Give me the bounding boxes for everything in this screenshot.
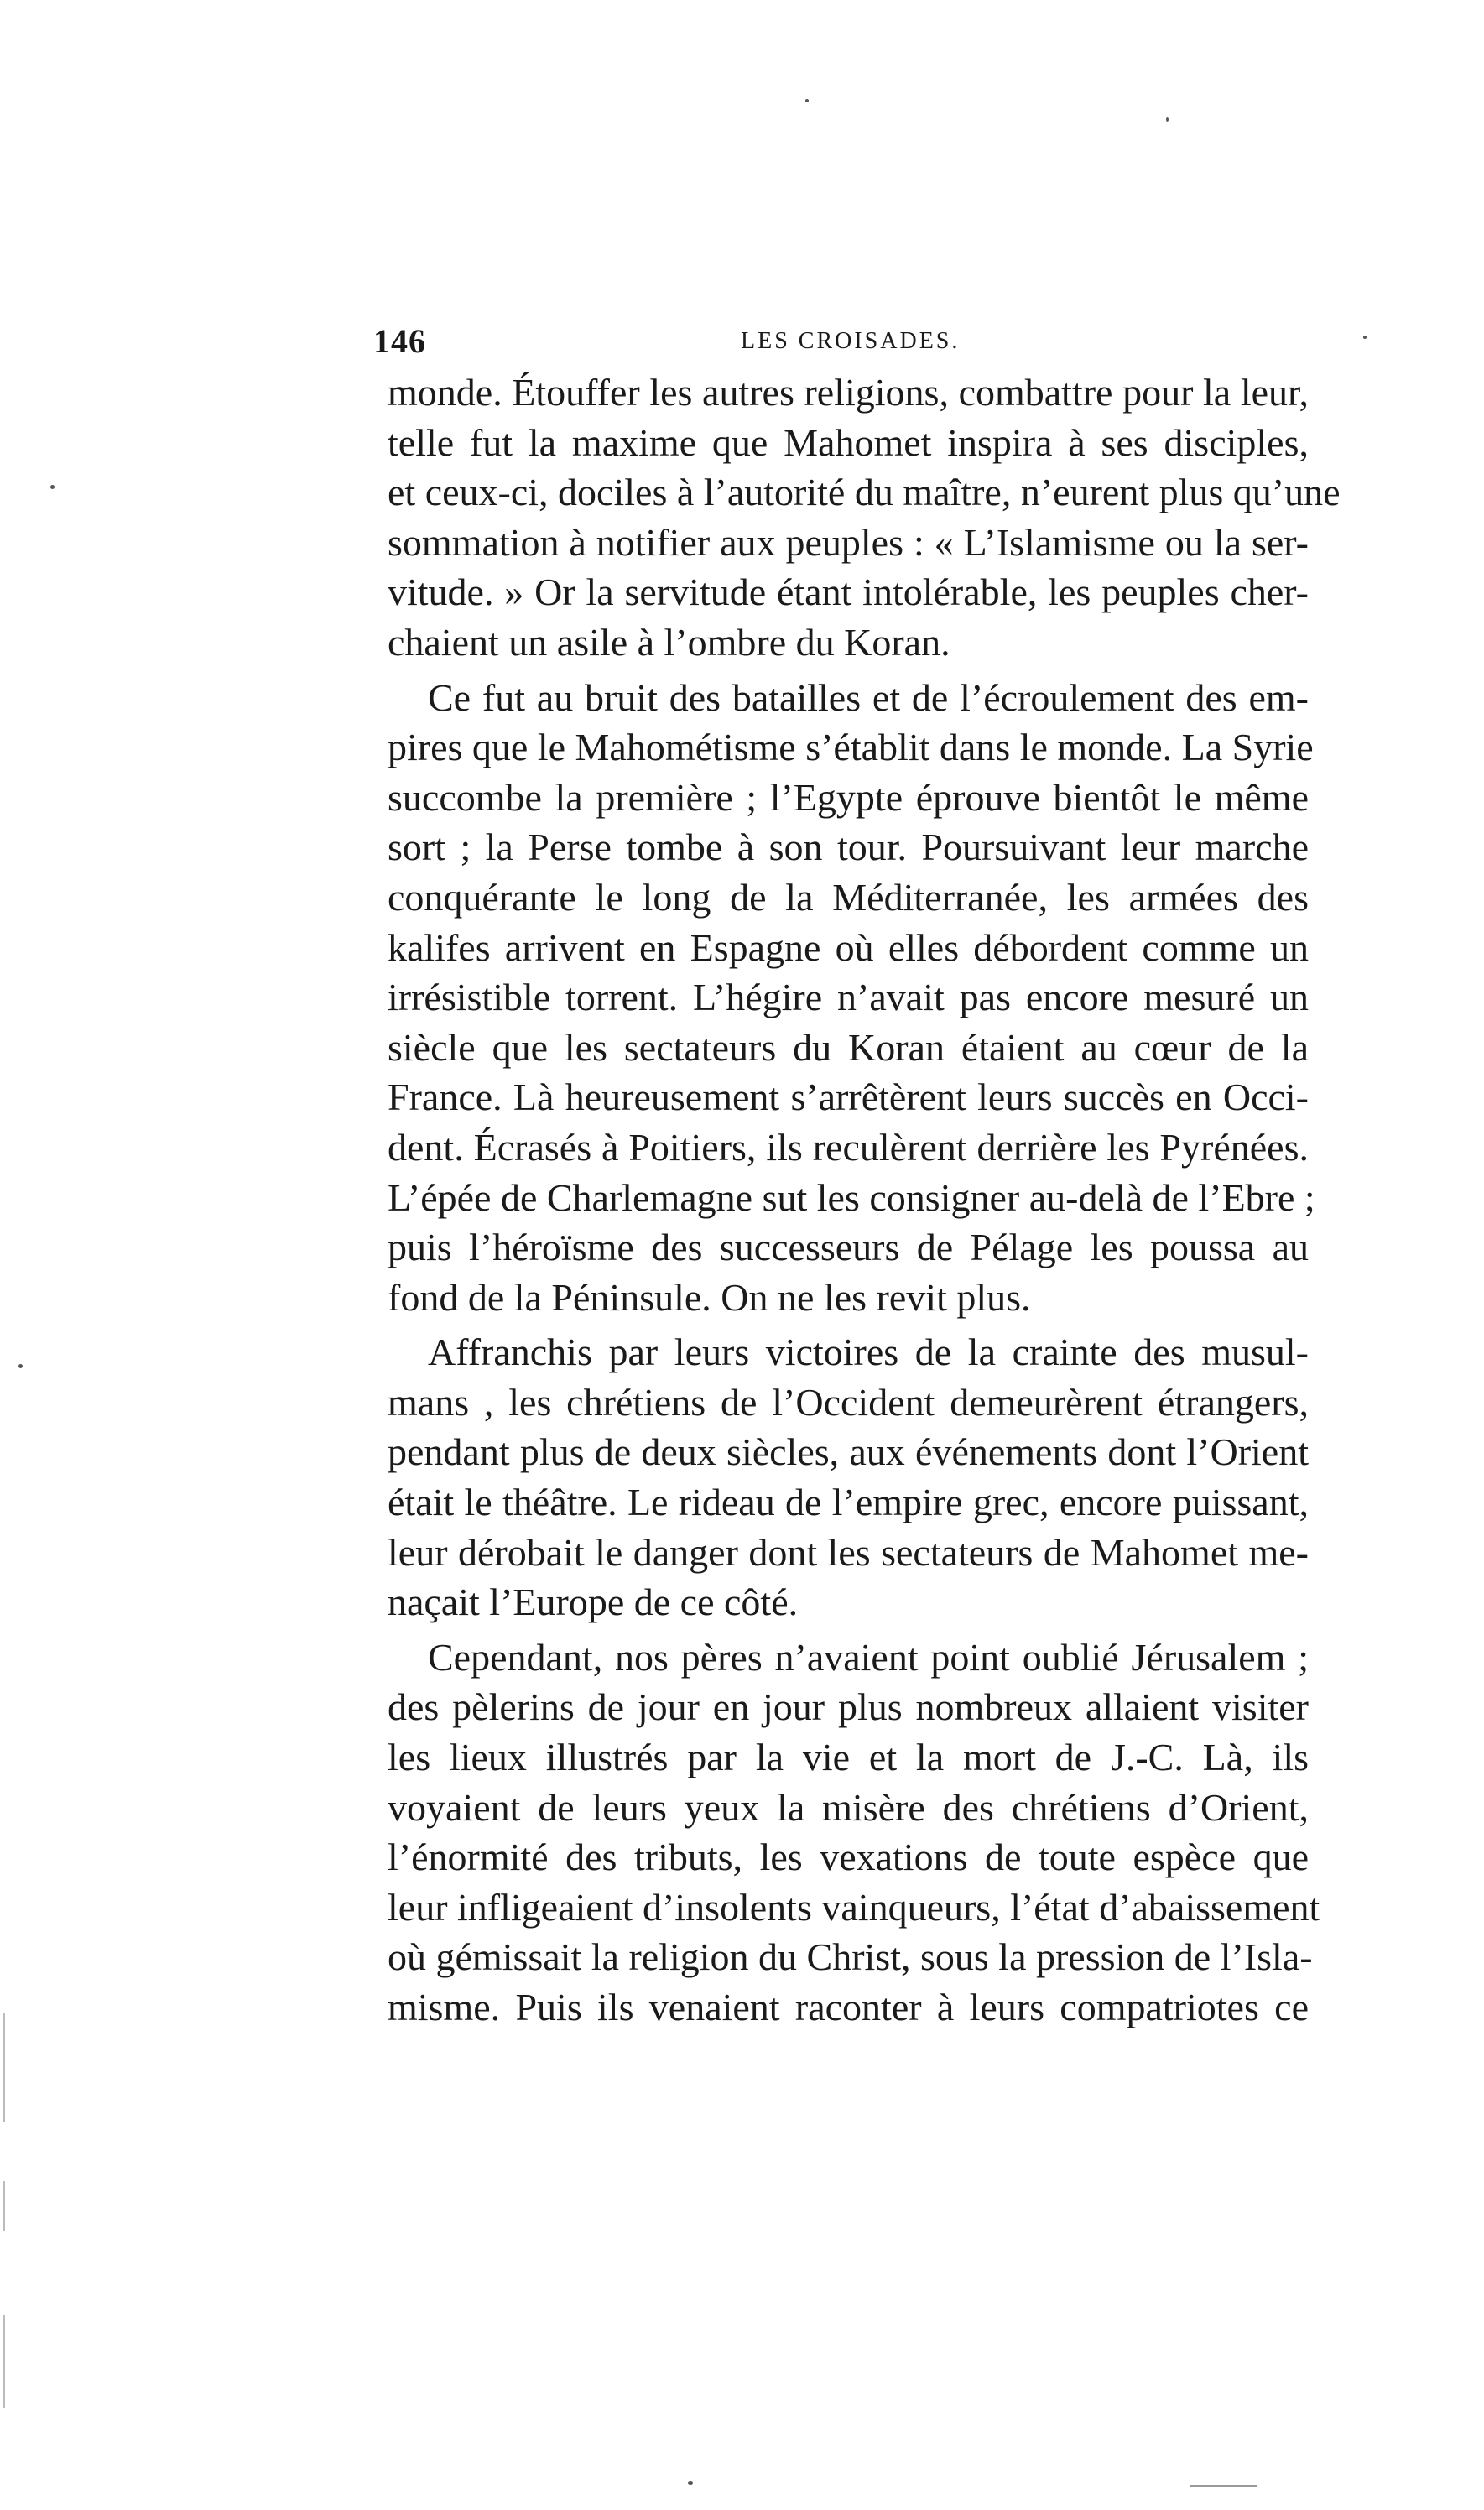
text-line: leur dérobait le danger dont les sectateurs de Mahomet me- (388, 1530, 1309, 1574)
text-line: naçait l’Europe de ce côté. (388, 1580, 799, 1624)
page-number: 146 (373, 322, 426, 360)
text-line: l’énormité des tributs, les vexations de toute espèce que (388, 1836, 1309, 1879)
text-line: sort ; la Perse tombe à son tour. Poursuivant leur marche (388, 825, 1309, 869)
text-line: pendant plus de deux siècles, aux événements dont l’Orient (388, 1430, 1309, 1474)
text-line: les lieux illustrés par la vie et la mort de J.-C. Là, ils (388, 1736, 1309, 1779)
text-line: des pèlerins de jour en jour plus nombreux allaient visiter (388, 1685, 1309, 1729)
text-line: vitude. » Or la servitude étant intolérable, les peuples cher- (388, 570, 1309, 614)
body-text (388, 367, 1341, 2033)
text-line: conquérante le long de la Méditerranée, les armées des (388, 875, 1309, 919)
paragraph (388, 1327, 1309, 1627)
text-line: Cependant, nos pères n’avaient point oublié Jérusalem ; (428, 1635, 1309, 1679)
margin-rule (3, 2315, 5, 2408)
scan-speck (1166, 117, 1169, 122)
text-line: siècle que les sectateurs du Koran étaient au cœur de la (388, 1025, 1309, 1069)
text-line: succombe la première ; l’Egypte éprouve bientôt le même (388, 775, 1309, 819)
text-line: puis l’héroïsme des successeurs de Pélage les poussa au (388, 1226, 1309, 1269)
paragraph (388, 1633, 1320, 2033)
text-line: dent. Écrasés à Poitiers, ils reculèrent derrière les Pyrénées. (388, 1125, 1309, 1169)
text-line: irrésistible torrent. L’hégire n’avait pas encore mesuré un (388, 976, 1309, 1019)
text-line: voyaient de leurs yeux la misère des chrétiens d’Orient, (388, 1785, 1309, 1829)
paragraph (388, 673, 1315, 1323)
margin-rule (3, 2181, 5, 2231)
text-line: sommation à notifier aux peuples : « L’Islamisme ou la ser- (388, 520, 1309, 564)
margin-rule (3, 2013, 5, 2122)
text-line: misme. Puis ils venaient raconter à leurs compatriotes ce (388, 1986, 1309, 2028)
text-line: kalifes arrivent en Espagne où elles débordent comme un (388, 925, 1309, 969)
text-line: L’épée de Charlemagne sut les consigner au-delà de l’Ebre ; (388, 1175, 1315, 1219)
scan-speck (1363, 336, 1367, 339)
text-line: monde. Étouffer les autres religions, combattre pour la leur, (388, 371, 1309, 414)
text-line: chaient un asile à l’ombre du Koran. (388, 620, 950, 664)
page-header (373, 321, 1309, 363)
text-line: mans , les chrétiens de l’Occident demeurèrent étrangers, (388, 1380, 1309, 1424)
text-line: était le théâtre. Le rideau de l’empire grec, encore puissant, (388, 1481, 1309, 1524)
text-line: France. Là heureusement s’arrêtèrent leurs succès en Occi- (388, 1075, 1309, 1119)
text-line: Ce fut au bruit des batailles et de l’écroulement des em- (428, 675, 1309, 719)
text-line: leur infligeaient d’insolents vainqueurs, l’état d’abaissement (388, 1885, 1320, 1929)
text-line: fond de la Péninsule. On ne les revit plus. (388, 1275, 1031, 1319)
scan-speck (50, 485, 55, 489)
scan-speck (688, 2481, 693, 2485)
paragraph (388, 367, 1341, 668)
scan-speck (18, 1364, 23, 1368)
text-line: où gémissait la religion du Christ, sous la pression de l’Isla- (388, 1935, 1313, 1979)
text-line: telle fut la maxime que Mahomet inspira à ses disciples, (388, 420, 1309, 464)
text-line: Affranchis par leurs victoires de la crainte des musul- (428, 1331, 1309, 1374)
bottom-rule (1190, 2485, 1257, 2487)
running-title: LES CROISADES. (741, 328, 961, 354)
text-line: et ceux-ci, dociles à l’autorité du maître, n’eurent plus qu’une (388, 471, 1341, 514)
scan-speck (805, 99, 809, 102)
text-line: pires que le Mahométisme s’établit dans le monde. La Syrie (388, 726, 1314, 769)
